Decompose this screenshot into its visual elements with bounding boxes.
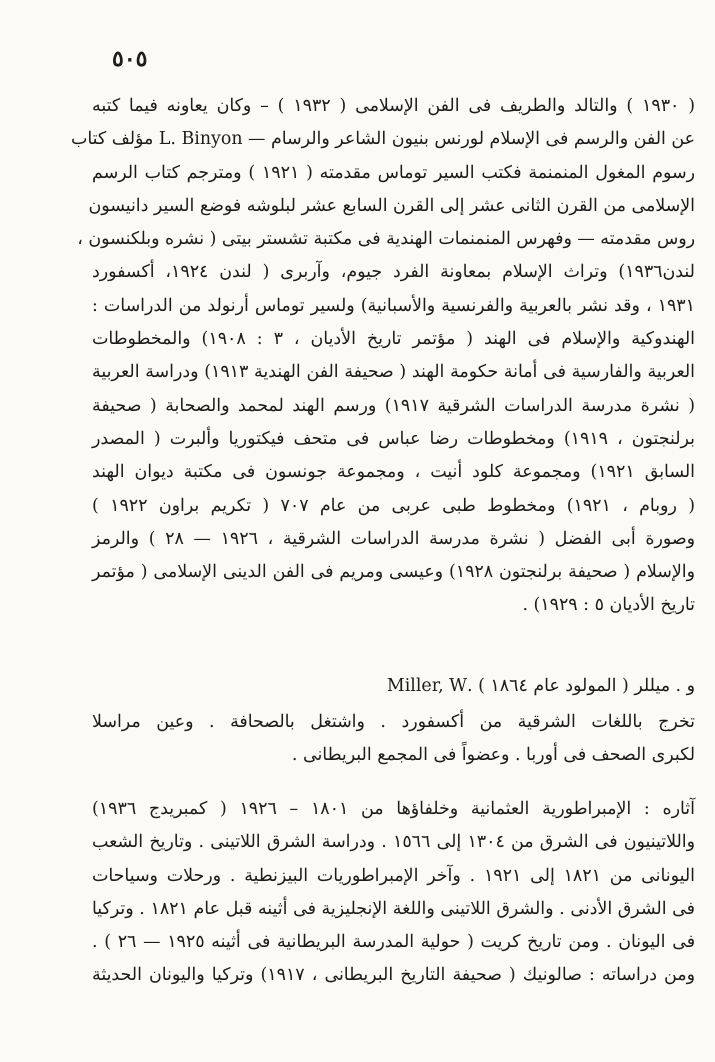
text-line: الهندوكية والإسلام فى الهند ( مؤتمر تاريخ الأديان ، ٣ : ١٩٠٨) والمخطوطات bbox=[92, 329, 695, 350]
text-line: وصورة أبى الفضل ( نشرة مدرسة الدراسات الشرقية ، ١٩٢٦ — ٢٨ ) والرمز bbox=[92, 528, 695, 549]
text-line: آثاره : الإمبراطورية العثمانية وخلفاؤها من ١٨٠١ – ١٩٢٦ ( كمبريدج ١٩٣٦) bbox=[92, 799, 695, 819]
text-line: فى الشرق الأدنى . والشرق اللاتينى واللغة الإنجليزية فى أثينه قبل عام ١٨٢١ . وتركيا bbox=[92, 898, 695, 919]
text-line: و . ميللر ( المولود عام ١٨٦٤ ) .Miller, W bbox=[386, 676, 695, 696]
text-line: لكبرى الصحف فى أوربا . وعضواً فى المجمع البريطانى . bbox=[291, 745, 695, 766]
text-line: لندن١٩٣٦) وتراث الإسلام بمعاونة الفرد جيوم، وآربرى ( لندن ١٩٢٤، أكسفورد bbox=[92, 262, 695, 283]
text-line: برلنجتون ، ١٩١٩) ومخطوطات رضا عباس فى متحف فيكتوريا وألبرت ( المصدر bbox=[92, 428, 695, 449]
text-line: تاريخ الأديان ٥ : ١٩٢٩) . bbox=[522, 595, 695, 616]
entry-heading-miller bbox=[92, 670, 695, 703]
text-line: واللاتينيون فى الشرق من ١٣٠٤ إلى ١٥٦٦ . ودراسة الشرق اللاتينى . وتاريخ الشعب bbox=[92, 832, 696, 853]
text-line: روس مقدمته — وفهرس المنمنمات الهندية فى مكتبة تشستر بيتى ( نشره وبلكنسون ، bbox=[77, 229, 695, 250]
paragraph-miller-works bbox=[92, 793, 695, 993]
text-line: تخرج باللغات الشرقية من أكسفورد . واشتغل بالصحافة . وعين مراسلا bbox=[92, 712, 695, 732]
text-line: العربية والفارسية فى أمانة حكومة الهند ( صحيفة الفن الهندية ١٩١٣) ودراسة العربية bbox=[92, 362, 695, 383]
text-line: ومن دراساته : صالونيك ( صحيفة التاريخ البريطانى ، ١٩١٧) وتركيا واليونان الحديثة bbox=[92, 965, 695, 986]
text-line: والإسلام ( صحيفة برلنجتون ١٩٢٨) وعيسى ومريم فى الفن الدينى الإسلامى ( مؤتمر bbox=[92, 562, 695, 583]
paragraph-miller-biography bbox=[92, 706, 695, 773]
text-line: الإسلامى من القرن الثانى عشر إلى القرن السابع عشر لبلوشه فوضع السير دانيسون bbox=[88, 195, 695, 216]
text-line: ١٩٣١ ، وقد نشر بالعربية والفرنسية والأسبانية) ولسير توماس أرنولد من الدراسات : bbox=[92, 295, 695, 316]
text-line: ( روبام ، ١٩٢١) ومخطوط طبى عربى من عام ٧٠٧ ( تكريم براون ١٩٢٢ ) bbox=[92, 495, 695, 516]
text-line: رسوم المغول المنمنمة فكتب السير توماس مقدمته ( ١٩٢١ ) ومترجم كتاب الرسم bbox=[92, 162, 695, 183]
text-line: السابق ١٩٢١) ومجموعة كلود أنيت ، ومجموعة جونسون فى مكتبة ديوان الهند bbox=[92, 462, 695, 483]
text-line: ( نشرة مدرسة الدراسات الشرقية ١٩١٧) ورسم الهند لمحمد والصحابة ( صحيفة bbox=[92, 395, 696, 416]
text-line: فى اليونان . ومن تاريخ كريت ( حولية المدرسة البريطانية فى أثينه ١٩٢٥ — ٢٦ ) . bbox=[92, 932, 696, 953]
text-line: اليونانى من ١٨٢١ إلى ١٩٢١ . وآخر الإمبراطوريات البيزنطية . ورحلات وسياحات bbox=[92, 865, 695, 886]
text-line: عن الفن والرسم فى الإسلام لورنس بنيون الشاعر والرسام — L. Binyon مؤلف كتاب bbox=[71, 129, 695, 150]
text-line: ( ١٩٣٠ ) والتالد والطريف فى الفن الإسلامى ( ١٩٣٢ ) – وكان يعاونه فيما كتبه bbox=[92, 96, 695, 116]
page-number: ٥٠٥ bbox=[112, 46, 148, 72]
paragraph-arnold-studies bbox=[71, 90, 696, 623]
